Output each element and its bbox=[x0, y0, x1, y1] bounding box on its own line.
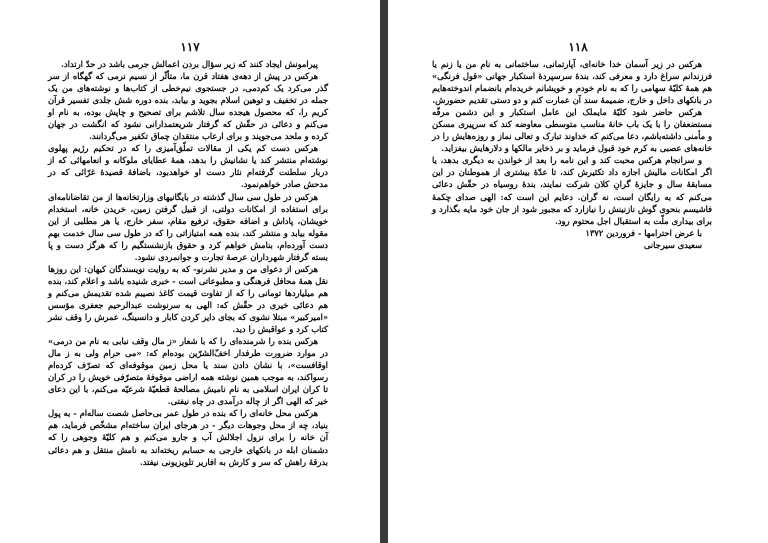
signature-name: سعیدی سیرجانی bbox=[643, 239, 702, 250]
paragraph: و سرانجام هرکس محبت کند و این نامه را بعد از خواندن به دیگری بدهد، یا اگر امکانات مالیش اجازه داد تکثیرش کند، تا عدّهٔ بیشتری از هموطنان در این مسابقهٔ سال و جایزهٔ گرانِ کلان شرکت نمایند، بندهٔ روسیاه در حقّش دعائی می‌کنم که به رایگان است، نه گران. دعایم این است که: الهی صدای چکمهٔ فاشیسم بنحوی گوش نازنینش را نیازارد که مجبور شود از جان خود مایه بگذارد و برای بیداری ملّت به استقبال اجل محتوم رود. bbox=[432, 155, 712, 226]
paragraph: هرکس حاضر شود کلیّهٔ مایملک این عامل استکبار و این دشمن مرفّه مستضعفان را با یک باب خانهٔ مناسب متوسطی معاوضه کند که سرپیری مسکن و مأمنی داشته‌باشم، دعا می‌کنم که خداوند تبارک و تعالی نماز و روزه‌هایش را در خانه‌های عصبی به کرم خود قبول فرماید و بر ذخایر مالکها و دلارهایش بیفزاید. bbox=[432, 107, 712, 154]
book-gutter bbox=[380, 0, 388, 543]
page-body bbox=[48, 58, 328, 468]
paragraph: هرکس بنده را شرمنده‌ای را که با شعار «ز مال وقف نبابی به نام من درمی» در موارد ضرورت طرفدار اخفّ‌الشرّین بوده‌ام که: «می حرام ولی به ز مال اوقافست»، با نشان دادن سند یا محل زمین موقوفه‌ای که تصرّف کرده‌ام رسواکند، به موجب همین نوشته همه اراضی موقوفهٔ متصرّفی خویش را در کران تا کران ایران اسلامی به نام نامیش مصالحهٔ قطعیّهٔ شرعیّه می‌کنم، با این دعای خیر که الهی اگر از چاله درآمدی در چاه نیفتی. bbox=[48, 336, 328, 407]
paragraph: هرکس در طول سی سال گذشته در بایگانیهای وزارتخانه‌ها از من تقاضانامه‌ای برای استفاده از امکانات دولتی، از قبیل گرفتن زمین، خریدن خانه، استخدام خویشان، پاداش و اضافه حقوق، ترفیع مقام، سفر خارج، یا هر مطلبی از این مقوله بیابد و منتشر کند، بنده همه امتیازاتی را که در طول سی سال خدمت بهم دست آورده‌ام، بنامش خواهم کرد و حقوق بازنشستگیم را که هرگز دست و پا بسته گرفتار شهرداران عرصهٔ تجارت و جوانمردی نشود. bbox=[48, 191, 328, 262]
paragraph: هرکس از دعوای من و مدیر نشرنو- که به روایت نویسندگان کیهان: این روزها نقل همهٔ محافل فرهنگی و مطبوعاتی است - خبری شنیده باشد و اعلام کند، بنده هم میلیاردها تومانی را که از تفاوت قیمت کاغذ نصیبم شده تقدیمش می‌کنم و هم دعائی خیری در حقّش که: الهی به سرنوشت عبدالرحیم جعفری مؤسس «امیرکبیر» مبتلا نشوی که بجای دایر کردن کابار و دانسینگ، عمرش را وقف نشر کتاب کرد و عواقبش را دید. bbox=[48, 263, 328, 335]
paragraph: هرکس دست کم یکی از مقالات تملّق‌آمیزی را که در تحکیم رژیم پهلوی نوشته‌ام منتشر کند یا نشانیش را بدهد، همهٔ عطایای ملوکانه و انعامهائی که از دربار سلطنت گرفته‌ام نثار دست او خواهدبود، باضافهٔ قصیدهٔ غرّائی که در مدحش صادر خواهم‌نمود. bbox=[48, 143, 328, 190]
paragraph: پیرامونش ایجاد کنند که زیر سؤال بردن اعمالش جرمی باشد در حدّ ارتداد. bbox=[61, 59, 318, 69]
paragraph: هرکس محل خانه‌ای را که بنده در طول عمر بی‌حاصل شصت ساله‌ام - به پول بنیاد، چه از محل وجوهات دیگر - در هرجای ایران ساخته‌ام مشخّص فرماید، هم آن خانه را برای نزول اجلالش آب و جارو می‌کنم و هم کلیّهٔ وجوهی را که دشمنان ابله در بانکهای خارجی به حسابم ریخته‌اند به نامش منتقل و هم دعائی بدرقهٔ راهش که سر و کارش به افاریر تلویزیونی نیفتد. bbox=[48, 408, 328, 467]
signature-date: با عرض احترامها - فروردین ۱۳۷۲ bbox=[585, 227, 702, 238]
left-page bbox=[0, 0, 380, 543]
paragraph: هرکس در پیش از دهه‌ی هفتاد قرن ما، متأثّر از نسیم نرمی که گهگاه از سر گذر می‌کرد یک کم‌دمی، در جستجوی نیم‌خطی از کتاب‌ها و نوشته‌های من یک جمله در تخفیف و توهین اسلام بجوید و بیابد، بنده دوره شش جلدی تفسیر قرآن کریم را، که محصول هیجده سال تلاشم برای تصحیح و چاپش بوده، به نام او می‌کنم و دعائی در حقّش که گرفتار شریعتمدارانی نشود که انگشت در جهان کرده و ملحد می‌جویند و برای ارعاب منتقدان چماق تکفیر می‌گردانند. bbox=[48, 71, 328, 142]
page-number: ۱۱۸ bbox=[568, 40, 588, 54]
page-body bbox=[432, 58, 712, 251]
right-page bbox=[388, 0, 768, 543]
paragraph: هرکس در زیر آسمان خدا خانه‌ای، آپارتمانی، ساختمانی به نام من یا زنم یا فرزندانم سراغ دارد و معرفی کند، بندهٔ سرسپردهٔ استکبار جهانی «قول فرنگی» هم همهٔ کلیّهٔ سهامی را که به نام خودم و خویشانم خریده‌ام بانضمام اندوخته‌هایم در بانکهای داخل و خارج، ضمیمهٔ سند آن عمارت کنم و دو دستی تقدیم حضورش. bbox=[432, 59, 712, 106]
page-number: ۱۱۷ bbox=[180, 40, 200, 54]
